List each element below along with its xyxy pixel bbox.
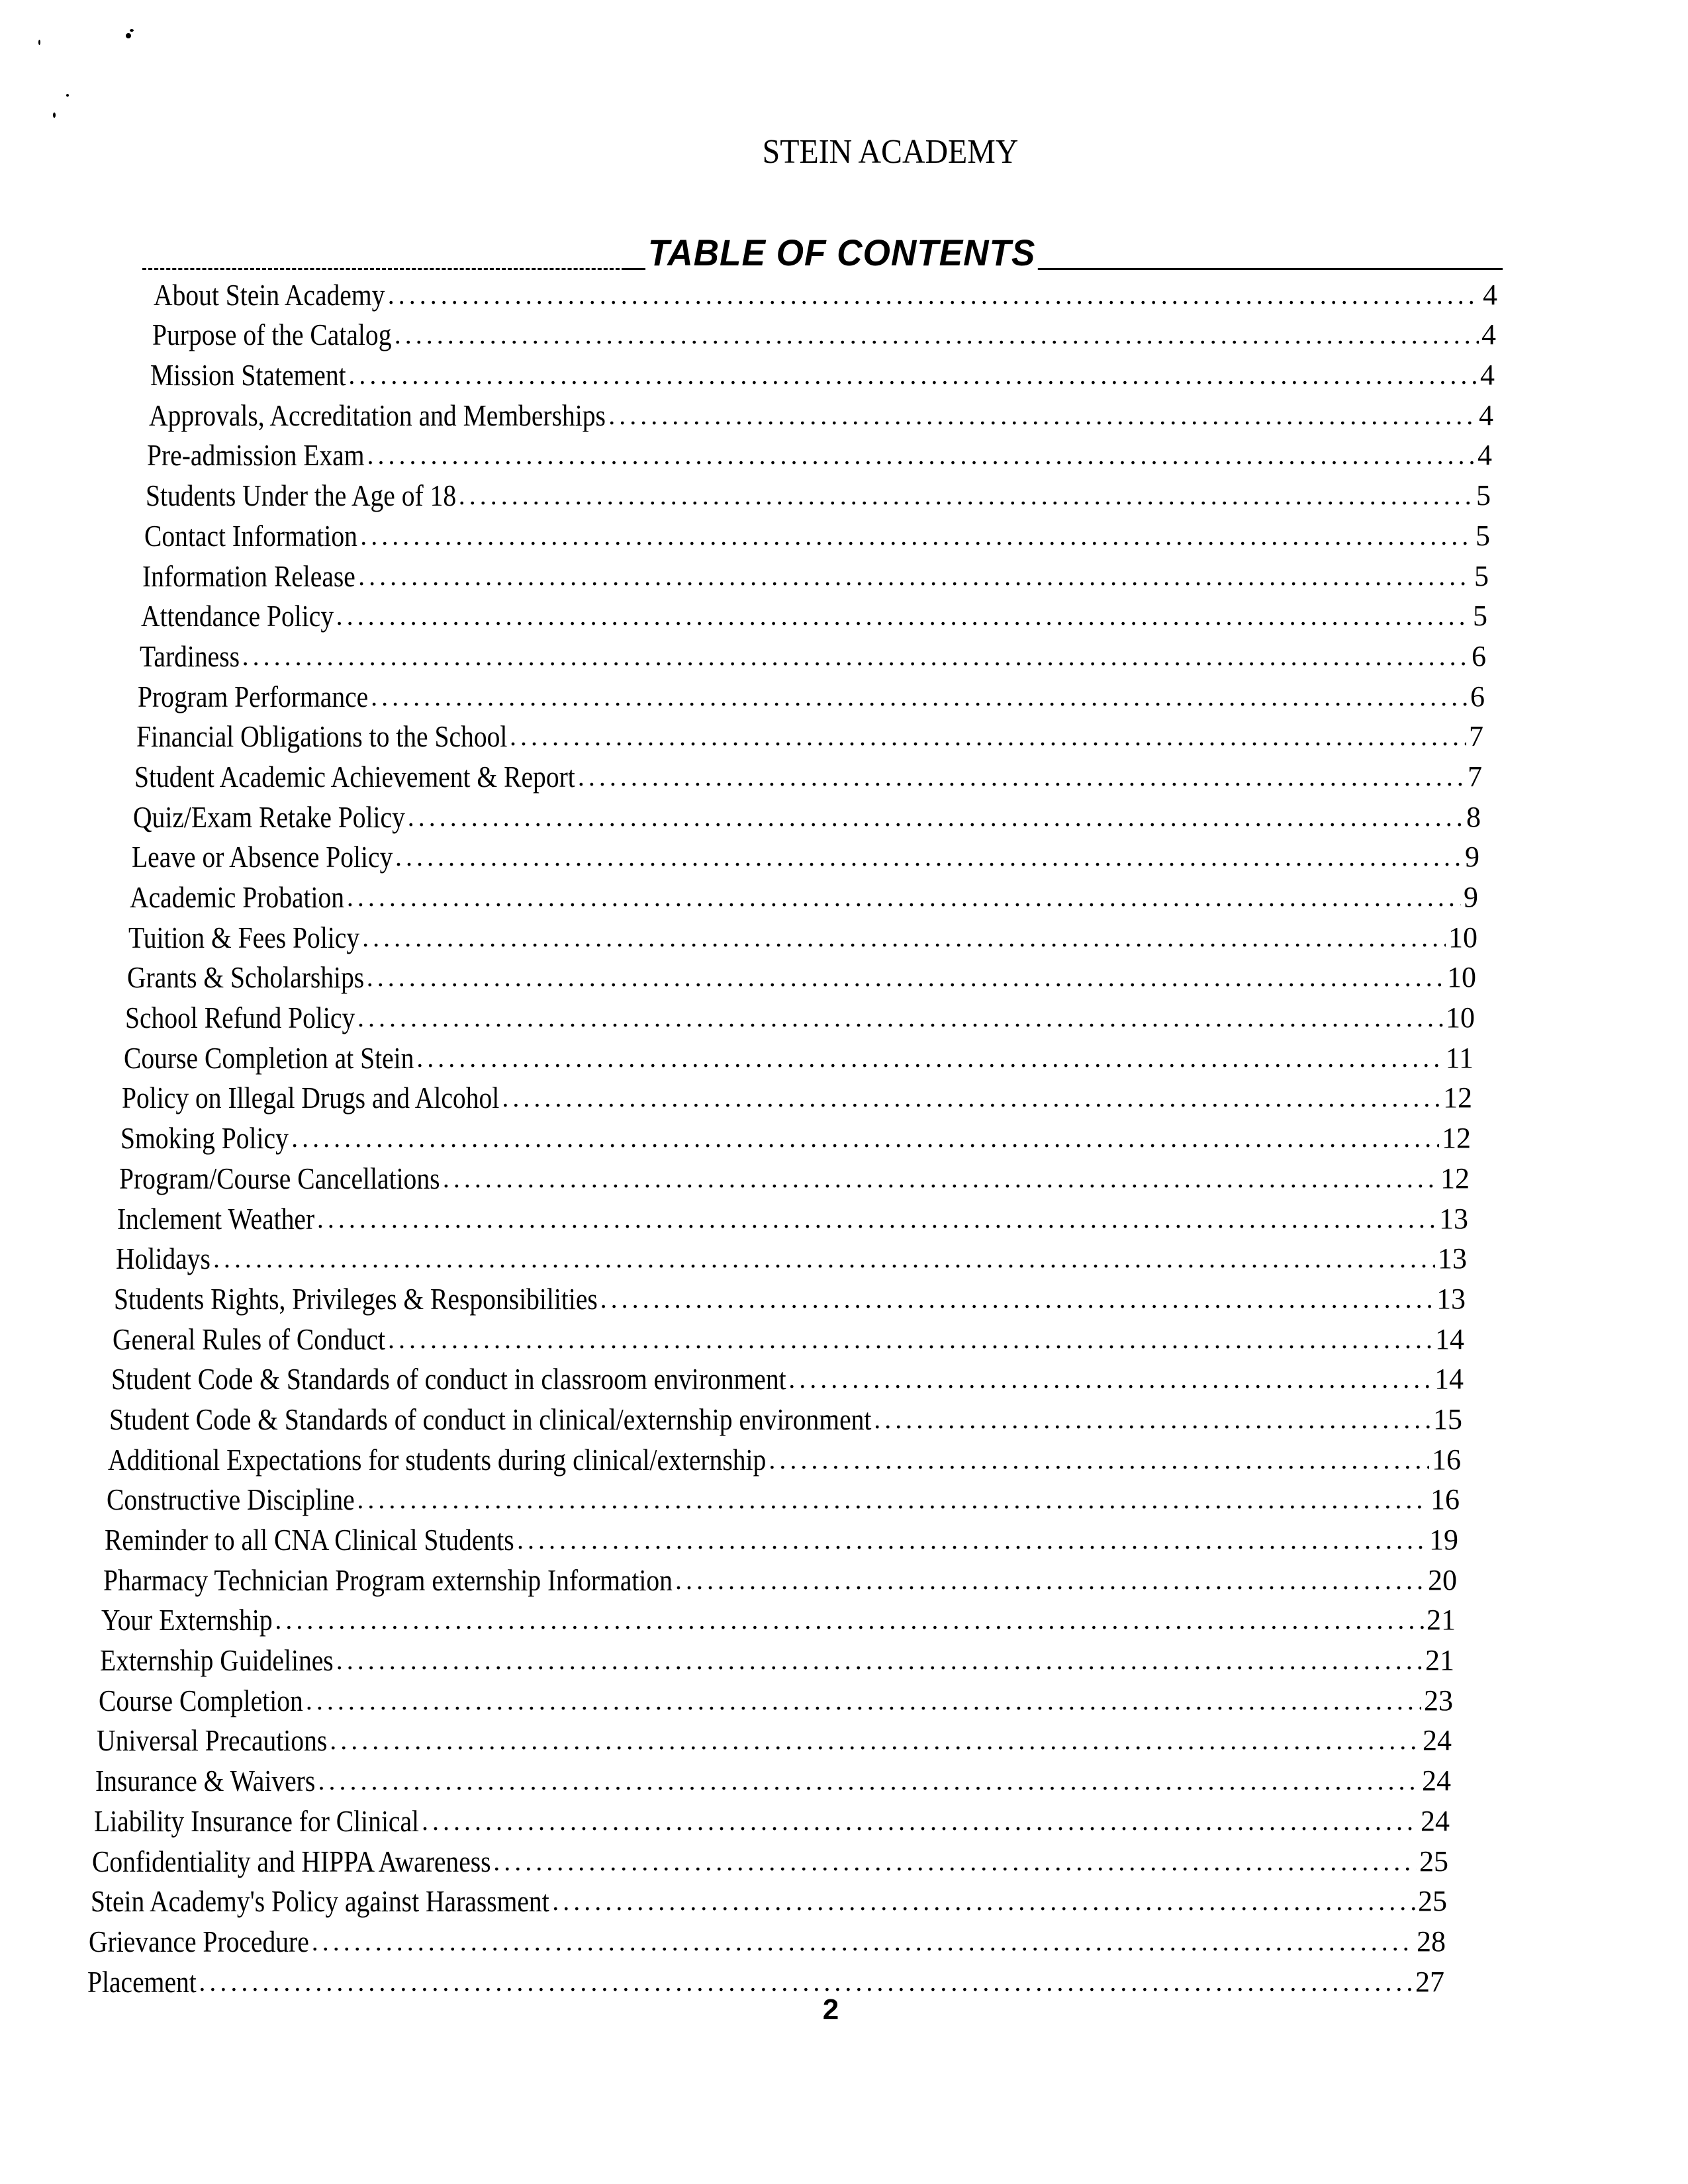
- toc-entry[interactable]: [0, 1880, 1688, 1921]
- dot-leader: [578, 758, 1465, 796]
- toc-entry-page: 7: [1469, 720, 1483, 753]
- dot-leader: [318, 1762, 1419, 1799]
- toc-entry[interactable]: [0, 1116, 1688, 1157]
- toc-entry-title: Student Code & Standards of conduct in clinical/externship environment: [109, 1402, 872, 1436]
- dot-leader: [371, 678, 1468, 715]
- toc-entry-page: 12: [1442, 1122, 1471, 1155]
- toc-entry-page: 4: [1480, 359, 1495, 392]
- dot-leader: [388, 1321, 1432, 1358]
- scan-speck: [53, 113, 56, 118]
- toc-entry-title: Pharmacy Technician Program externship Information: [103, 1563, 673, 1597]
- dot-leader: [493, 1843, 1417, 1880]
- dot-leader: [360, 518, 1473, 555]
- toc-heading-rule-dashed: [142, 268, 626, 270]
- dot-leader: [357, 1481, 1428, 1518]
- toc-entry-page: 9: [1465, 841, 1479, 874]
- toc-entry-title: Insurance & Waivers: [95, 1764, 316, 1798]
- toc-entry-title: Stein Academy's Policy against Harassment: [91, 1884, 549, 1919]
- dot-leader: [275, 1602, 1424, 1639]
- toc-entry-page: 4: [1483, 278, 1497, 311]
- toc-entry-page: 5: [1474, 559, 1489, 592]
- toc-entry-page: 4: [1477, 439, 1492, 472]
- toc-entry[interactable]: [0, 273, 1688, 314]
- toc-entry[interactable]: [0, 1277, 1688, 1318]
- toc-entry-page: 10: [1447, 961, 1476, 994]
- toc-entry-title: Mission Statement: [150, 358, 346, 392]
- toc-entry[interactable]: [0, 1318, 1688, 1358]
- toc-entry-title: Attendance Policy: [141, 599, 334, 633]
- dot-leader: [336, 1642, 1423, 1679]
- document-title: STEIN ACADEMY: [762, 133, 1019, 171]
- toc-entry-page: 10: [1446, 1001, 1475, 1034]
- toc-entry[interactable]: [0, 314, 1688, 354]
- toc-entry[interactable]: [0, 1077, 1688, 1117]
- dot-leader: [291, 1120, 1439, 1157]
- dot-leader: [510, 718, 1466, 755]
- toc-entry-page: 4: [1479, 398, 1493, 432]
- toc-entry-page: 4: [1481, 318, 1496, 351]
- toc-entry-page: 11: [1445, 1041, 1474, 1074]
- toc-entry-page: 6: [1470, 680, 1485, 713]
- dot-leader: [306, 1682, 1421, 1719]
- toc-entry[interactable]: [0, 595, 1688, 635]
- toc-entry-page: 5: [1473, 600, 1487, 633]
- dot-leader: [357, 999, 1443, 1036]
- toc-entry-page: 28: [1417, 1925, 1446, 1958]
- toc-entry[interactable]: [0, 1840, 1688, 1880]
- toc-entry-title: About Stein Academy: [154, 277, 385, 312]
- toc-entry[interactable]: [0, 1036, 1688, 1077]
- toc-entry[interactable]: [0, 353, 1688, 394]
- page-number: 2: [822, 1993, 839, 2026]
- toc-entry[interactable]: [0, 1559, 1688, 1599]
- toc-entry-title: Quiz/Exam Retake Policy: [133, 799, 405, 834]
- toc-entry-page: 16: [1432, 1443, 1461, 1476]
- dot-leader: [459, 477, 1474, 514]
- toc-entry-title: Students Rights, Privileges & Responsibilities: [114, 1281, 598, 1316]
- toc-entry-title: Grievance Procedure: [89, 1924, 309, 1958]
- toc-heading: TABLE OF CONTENTS: [645, 231, 1038, 274]
- toc-entry[interactable]: [0, 1799, 1688, 1840]
- toc-entry-title: Inclement Weather: [117, 1201, 315, 1236]
- toc-entry-page: 5: [1476, 519, 1490, 552]
- dot-leader: [213, 1240, 1435, 1277]
- toc-entry-title: Program/Course Cancellations: [119, 1161, 440, 1195]
- toc-entry[interactable]: [0, 1197, 1688, 1238]
- toc-entry[interactable]: [0, 1719, 1688, 1760]
- toc-entry-page: 24: [1423, 1724, 1452, 1757]
- toc-entry-title: Purpose of the Catalog: [152, 318, 392, 352]
- toc-entry-title: Liability Insurance for Clinical: [94, 1803, 420, 1838]
- toc-entry[interactable]: [0, 916, 1688, 956]
- toc-entry-page: 16: [1430, 1483, 1460, 1516]
- toc-entry-title: Confidentiality and HIPPA Awareness: [92, 1844, 491, 1878]
- toc-entry-page: 13: [1436, 1282, 1466, 1315]
- toc-entry[interactable]: [0, 836, 1688, 876]
- toc-entry[interactable]: [0, 675, 1688, 715]
- toc-entry[interactable]: [0, 1358, 1688, 1398]
- toc-entry-page: 13: [1439, 1202, 1468, 1235]
- toc-entry-page: 24: [1421, 1804, 1450, 1837]
- toc-entry[interactable]: [0, 1920, 1688, 1960]
- toc-entry-title: Reminder to all CNA Clinical Students: [105, 1523, 514, 1557]
- toc-entry-page: 25: [1418, 1885, 1447, 1918]
- toc-entry[interactable]: [0, 1759, 1688, 1799]
- toc-entry[interactable]: [0, 996, 1688, 1036]
- toc-entry[interactable]: [0, 1157, 1688, 1197]
- toc-entry-title: Holidays: [116, 1242, 211, 1276]
- toc-entry-page: 27: [1415, 1965, 1444, 1998]
- toc-entry-page: 7: [1468, 760, 1482, 793]
- toc-entry-title: Pre-admission Exam: [147, 438, 365, 473]
- toc-entry[interactable]: [0, 715, 1688, 756]
- dot-leader: [502, 1079, 1440, 1116]
- toc-entry-title: Information Release: [142, 559, 355, 593]
- dot-leader: [443, 1160, 1438, 1197]
- toc-entry[interactable]: [0, 876, 1688, 916]
- toc-entry-title: Tuition & Fees Policy: [128, 920, 360, 954]
- dot-leader: [416, 1040, 1442, 1077]
- toc-entry-title: Course Completion: [99, 1683, 303, 1717]
- dot-leader: [675, 1562, 1425, 1599]
- toc-entry-title: Placement: [87, 1964, 197, 1999]
- toc-entry-title: Your Externship: [101, 1603, 273, 1637]
- toc-entry[interactable]: [0, 394, 1688, 434]
- toc-entry-title: School Refund Policy: [125, 1001, 355, 1035]
- toc-entry-page: 14: [1434, 1363, 1464, 1396]
- dot-leader: [788, 1361, 1432, 1398]
- dot-leader: [242, 638, 1469, 675]
- toc-entry-page: 21: [1427, 1604, 1456, 1637]
- scan-speck: [126, 33, 131, 38]
- dot-leader: [408, 799, 1464, 836]
- dot-leader: [317, 1201, 1436, 1238]
- toc-entry-page: 8: [1466, 800, 1481, 833]
- toc-entry-title: Constructive Discipline: [107, 1482, 355, 1517]
- dot-leader: [874, 1401, 1430, 1438]
- dot-leader: [362, 919, 1446, 956]
- dot-leader: [388, 277, 1480, 314]
- toc-entry-title: Grants & Scholarships: [127, 960, 365, 995]
- dot-leader: [395, 316, 1479, 353]
- toc-entry[interactable]: [0, 1398, 1688, 1438]
- toc-entry[interactable]: [0, 434, 1688, 475]
- toc-entry-title: Students Under the Age of 18: [146, 478, 457, 513]
- toc-entry-title: Academic Probation: [130, 880, 345, 914]
- toc-entry[interactable]: [0, 555, 1688, 595]
- toc-entry-title: Smoking Policy: [120, 1121, 289, 1156]
- dot-leader: [347, 879, 1461, 916]
- scan-speck: [130, 29, 134, 32]
- toc-entry-page: 15: [1433, 1402, 1462, 1435]
- toc-entry-page: 10: [1448, 921, 1477, 954]
- dot-leader: [367, 959, 1444, 996]
- toc-entry-page: 13: [1438, 1242, 1467, 1275]
- dot-leader: [552, 1883, 1415, 1920]
- dot-leader: [330, 1722, 1420, 1759]
- dot-leader: [348, 357, 1477, 394]
- dot-leader: [422, 1803, 1418, 1840]
- dot-leader: [769, 1441, 1429, 1479]
- toc-entry-page: 5: [1476, 479, 1491, 512]
- toc-entry-page: 14: [1435, 1322, 1464, 1355]
- dot-leader: [600, 1281, 1434, 1318]
- toc-entry[interactable]: [0, 755, 1688, 796]
- dot-leader: [336, 598, 1470, 635]
- toc-entry-title: Program Performance: [138, 679, 369, 713]
- toc-entry-page: 20: [1428, 1563, 1457, 1596]
- toc-entry[interactable]: [0, 1438, 1688, 1479]
- dot-leader: [608, 397, 1476, 434]
- toc-entry-title: Leave or Absence Policy: [132, 840, 393, 874]
- toc-entry-page: 21: [1425, 1644, 1454, 1677]
- toc-heading-row: [142, 230, 1503, 273]
- toc-entry[interactable]: [0, 1679, 1688, 1719]
- toc-entry-title: Externship Guidelines: [100, 1643, 334, 1678]
- toc-entry[interactable]: [0, 1639, 1688, 1679]
- toc-entry-title: Approvals, Accreditation and Memberships: [149, 398, 606, 432]
- scan-speck: [38, 40, 40, 45]
- toc-entry-title: Financial Obligations to the School: [136, 719, 508, 754]
- toc-entry[interactable]: [0, 956, 1688, 997]
- toc-entry-title: Course Completion at Stein: [124, 1040, 414, 1075]
- toc-entry-title: General Rules of Conduct: [113, 1322, 385, 1356]
- toc-entry[interactable]: [0, 514, 1688, 555]
- dot-leader: [517, 1522, 1427, 1559]
- toc-entry[interactable]: [0, 1479, 1688, 1519]
- toc-entry[interactable]: [0, 474, 1688, 514]
- toc-entry[interactable]: [0, 635, 1688, 675]
- toc-entry-page: 24: [1422, 1764, 1451, 1797]
- toc-entry-page: 12: [1443, 1081, 1472, 1115]
- dot-leader: [312, 1923, 1414, 1960]
- toc-list: [0, 273, 1688, 2001]
- toc-entry-page: 23: [1424, 1684, 1453, 1717]
- toc-entry-title: Contact Information: [144, 518, 357, 553]
- toc-entry[interactable]: [0, 1238, 1688, 1278]
- toc-entry-page: 6: [1472, 639, 1486, 672]
- toc-entry-title: Tardiness: [140, 639, 240, 673]
- dot-leader: [358, 558, 1472, 595]
- dot-leader: [367, 437, 1475, 474]
- toc-entry-title: Additional Expectations for students during clinical/externship: [108, 1442, 767, 1477]
- toc-entry-page: 19: [1429, 1524, 1458, 1556]
- toc-entry-title: Student Code & Standards of conduct in classroom environment: [111, 1362, 786, 1396]
- scan-speck: [66, 94, 69, 97]
- toc-entry-title: Policy on Illegal Drugs and Alcohol: [122, 1081, 500, 1115]
- toc-entry[interactable]: [0, 1599, 1688, 1639]
- toc-entry-title: Universal Precautions: [97, 1723, 328, 1758]
- toc-entry[interactable]: [0, 796, 1688, 836]
- toc-entry-title: Student Academic Achievement & Report: [134, 759, 575, 794]
- toc-entry-page: 12: [1440, 1161, 1470, 1195]
- toc-entry-page: 9: [1464, 881, 1478, 913]
- toc-entry-page: 25: [1419, 1844, 1448, 1878]
- dot-leader: [395, 839, 1462, 876]
- toc-entry[interactable]: [0, 1518, 1688, 1559]
